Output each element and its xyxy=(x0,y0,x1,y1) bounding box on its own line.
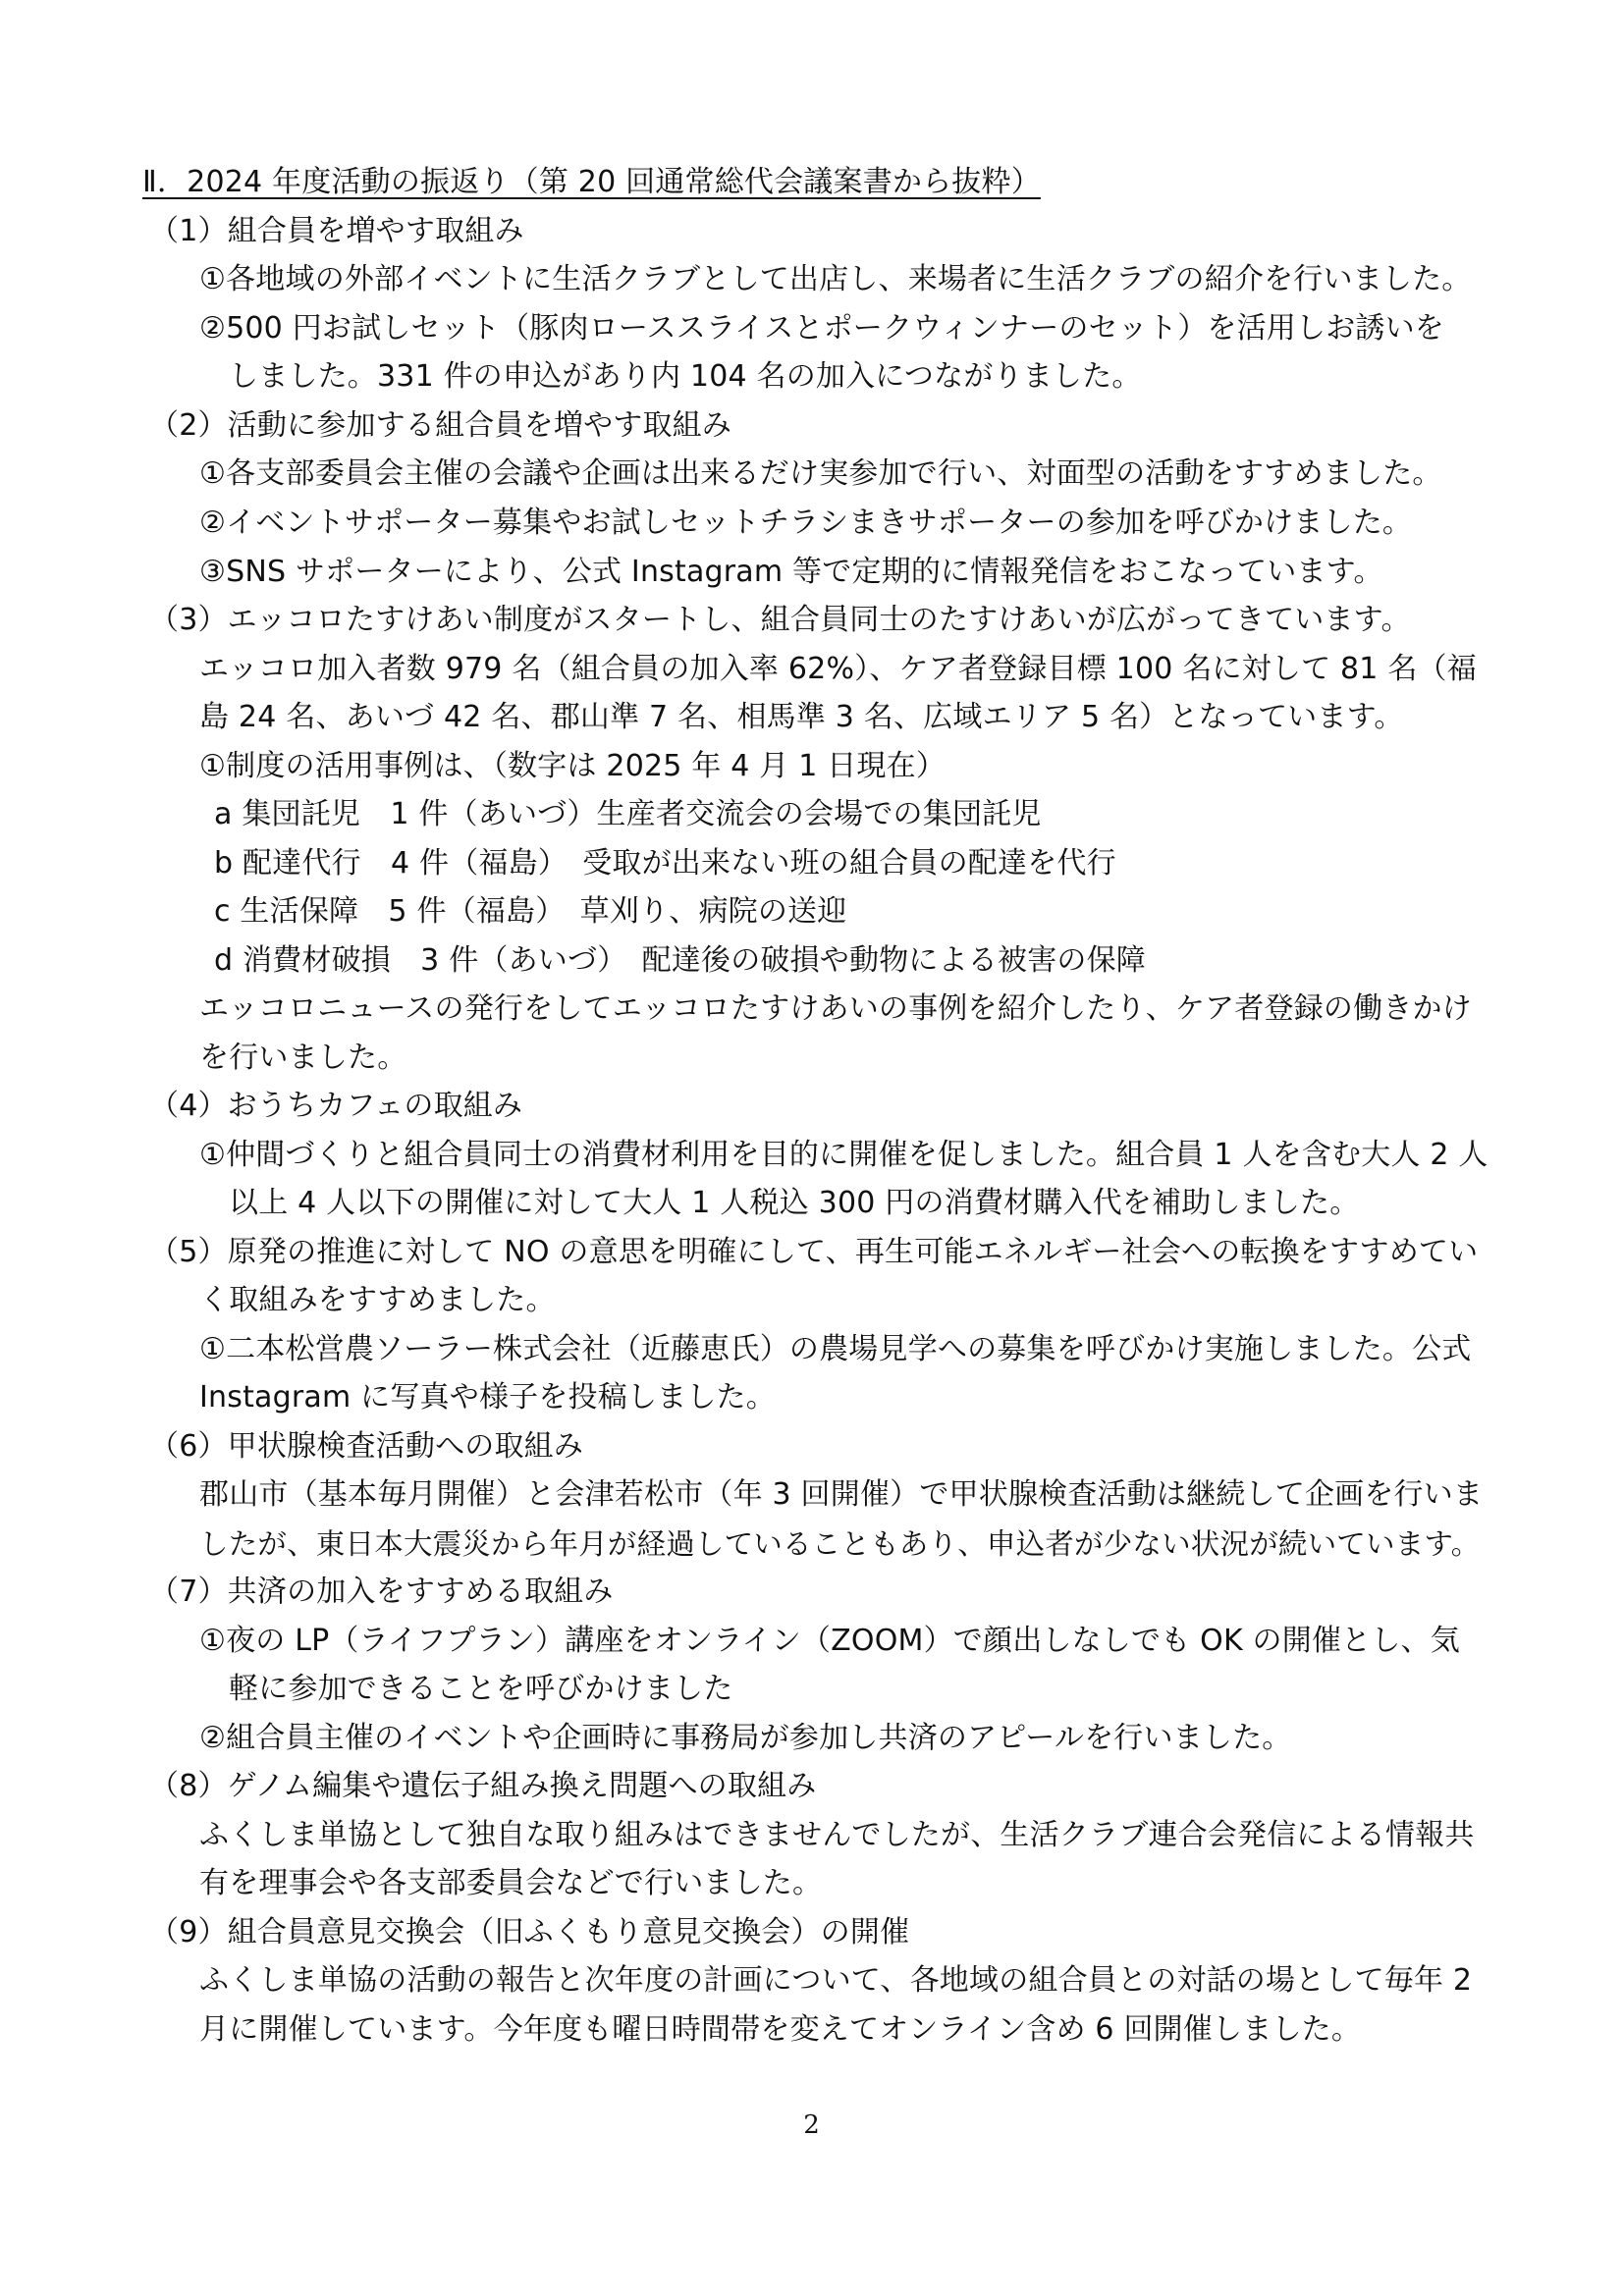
section-1-line-3: しました。331 件の申込があり内 104 名の加入につながりました。 xyxy=(229,359,1142,394)
section-3-line-4: エッコロニュースの発行をしてエッコロたすけあいの事例を紹介したり、ケア者登録の働きかけ xyxy=(199,991,1472,1026)
section-8-line-2: 有を理事会や各支部委員会などで行いました。 xyxy=(199,1866,823,1900)
section-6-heading: （6）甲状腺検査活動への取組み xyxy=(149,1429,584,1464)
section-7-heading: （7）共済の加入をすすめる取組み xyxy=(149,1575,614,1609)
section-4-line-1: ①仲間づくりと組合員同士の消費材利用を目的に開催を促しました。組合員 1 人を含む大人 2 人 xyxy=(199,1138,1488,1172)
section-5-line-1: く取組みをすすめました。 xyxy=(199,1283,556,1317)
section-3-heading: （3）エッコロたすけあい制度がスタートし、組合員同士のたすけあいが広がってきています。 xyxy=(149,603,1411,637)
section-9-heading: （9）組合員意見交換会（旧ふくもり意見交換会）の開催 xyxy=(149,1915,910,1949)
section-2-line-1: ①各支部委員会主催の会議や企画は出来るだけ実参加で行い、対面型の活動をすすめました。 xyxy=(199,456,1442,491)
section-9-line-1: ふくしま単協の活動の報告と次年度の計画について、各地域の組合員との対話の場として毎年 2 xyxy=(199,1963,1473,1998)
section-2-heading: （2）活動に参加する組合員を増やす取組み xyxy=(149,408,732,443)
section-7-line-2: 軽に参加できることを呼びかけました xyxy=(229,1672,733,1706)
section-2-line-3: ③SNS サポーターにより、公式 Instagram 等で定期的に情報発信をおこなっています。 xyxy=(199,555,1383,589)
section-2-line-2: ②イベントサポーター募集やお試しセットチラシまきサポーターの参加を呼びかけました。 xyxy=(199,506,1413,540)
section-3-line-1: エッコロ加入者数 979 名（組合員の加入率 62%）、ケア者登録目標 100 名に対して 81 名（福 xyxy=(199,652,1477,686)
section-7-line-1: ①夜の LP（ライフプラン）講座をオンライン（ZOOM）で顔出しなしでも OK の開催とし、気 xyxy=(199,1624,1460,1658)
section-title: Ⅱ．2024 年度活動の振返り（第 20 回通常総代会議案書から抜粋） xyxy=(142,165,1041,199)
section-1-line-1: ①各地域の外部イベントに生活クラブとして出店し、来場者に生活クラブの紹介を行いました。 xyxy=(199,262,1472,296)
section-4-line-2: 以上 4 人以下の開催に対して大人 1 人税込 300 円の消費材購入代を補助しました。 xyxy=(229,1186,1360,1220)
section-3-line-2: 島 24 名、あいづ 42 名、郡山準 7 名、相馬準 3 名、広域エリア 5 名）となっています。 xyxy=(199,700,1404,734)
case-b: b 配達代行 4 件（福島） 受取が出来ない班の組合員の配達を代行 xyxy=(214,846,1116,881)
case-a: a 集団託児 1 件（あいづ）生産者交流会の会場での集団託児 xyxy=(214,797,1042,831)
page-number: 2 xyxy=(803,2110,820,2140)
section-1-line-2: ②500 円お試しセット（豚肉ローススライスとポークウィンナーのセット）を活用しお誘いを xyxy=(199,311,1444,346)
section-8-line-1: ふくしま単協として独自な取り組みはできませんでしたが、生活クラブ連合会発信による情報共 xyxy=(199,1818,1475,1852)
section-9-line-2: 月に開催しています。今年度も曜日時間帯を変えてオンライン含め 6 回開催しました。 xyxy=(199,2012,1362,2047)
section-8-heading: （8）ゲノム編集や遺伝子組み換え問題への取組み xyxy=(149,1769,817,1803)
section-7-line-3: ②組合員主催のイベントや企画時に事務局が参加し共済のアピールを行いました。 xyxy=(199,1721,1292,1755)
section-4-heading: （4）おうちカフェの取組み xyxy=(149,1089,523,1123)
section-6-line-1: 郡山市（基本毎月開催）と会津若松市（年 3 回開催）で甲状腺検査活動は継続して企画を行いま xyxy=(199,1477,1484,1512)
case-c: c 生活保障 5 件（福島） 草刈り、病院の送迎 xyxy=(214,894,847,929)
section-5-line-3: Instagram に写真や様子を投稿しました。 xyxy=(199,1380,776,1415)
case-d: d 消費材破損 3 件（あいづ） 配達後の破損や動物による被害の保障 xyxy=(214,943,1147,978)
section-5-heading: （5）原発の推進に対して NO の意思を明確にして、再生可能エネルギー社会への転換をすすめてい xyxy=(149,1235,1479,1269)
section-1-heading: （1）組合員を増やす取組み xyxy=(149,214,524,248)
section-3-line-3: ①制度の活用事例は、（数字は 2025 年 4 月 1 日現在） xyxy=(199,749,947,783)
section-6-line-2: したが、東日本大震災から年月が経過していることもあり、申込者が少ない状況が続いています。 xyxy=(199,1527,1481,1561)
section-5-line-2: ①二本松営農ソーラー株式会社（近藤恵氏）の農場見学への募集を呼びかけ実施しました。公式 xyxy=(199,1332,1472,1366)
section-3-line-5: を行いました。 xyxy=(199,1041,407,1075)
